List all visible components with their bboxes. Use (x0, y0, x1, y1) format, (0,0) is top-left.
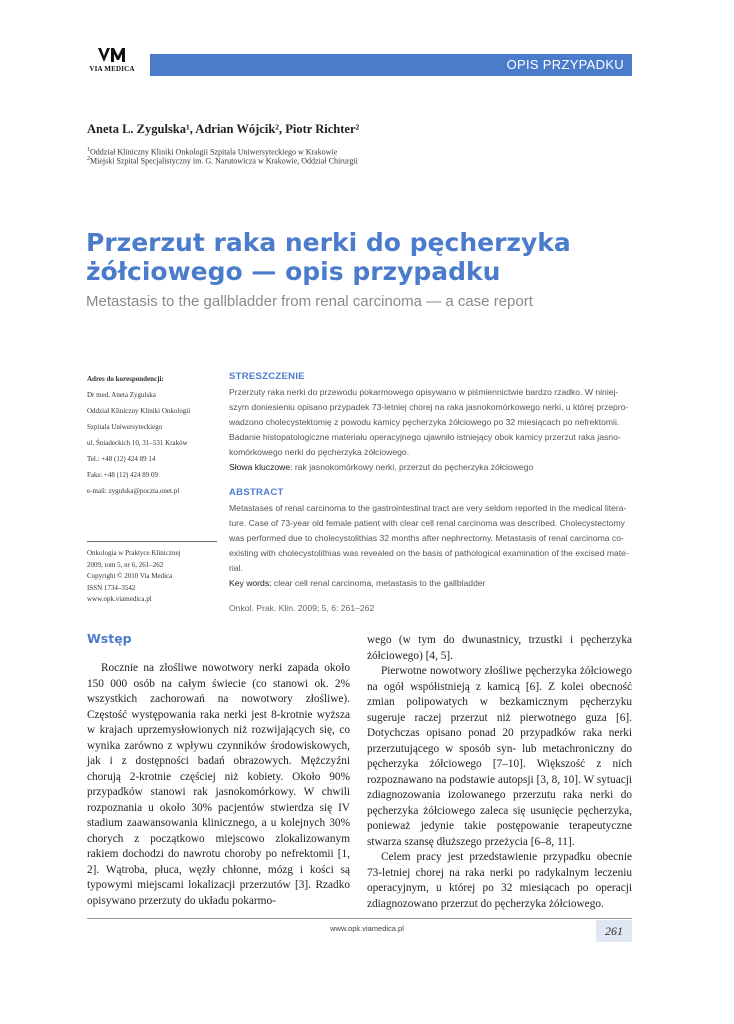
title-line-2: żółciowego — opis przypadku (86, 257, 501, 286)
body-paragraph: wego (w tym do dwunastnicy, trzustki i pęcherzyka żółciowego) [4, 5]. (367, 634, 632, 662)
footer-url: www.opk.viamedica.pl (330, 924, 404, 933)
correspondence-line: Tel.: +48 (12) 424 89 14 (87, 455, 156, 463)
abstract-block (229, 487, 634, 591)
citation: Onkol. Prak. Klin. 2009; 5, 6: 261–262 (229, 603, 375, 613)
affiliation-2: $^2$Miejski Szpital Specjalistyczny im. G. Narutowicza w Krakowie, Oddział Chirurgii (87, 156, 358, 166)
publisher-logo (86, 46, 138, 76)
body-paragraph: Celem pracy jest przedstawienie przypadku obecnie 73-letniej chorej na raka nerki po radykalnym leczeniu operacyjnym, u której po 32 miesiącach po operacji zdiagnozowano przerzut do pęcherzyka żółciowego. (367, 851, 632, 910)
correspondence-line: ul. Śniadeckich 10, 31–531 Kraków (87, 439, 188, 447)
correspondence-line: Szpitala Uniwersyteckiego (87, 423, 163, 431)
logo-text: VIA MEDICA (89, 65, 135, 73)
abstract-heading: ABSTRACT (229, 487, 284, 498)
body-column-right (367, 633, 632, 912)
correspondence-block (87, 371, 227, 499)
publication-line: 2009, tom 5, nr 6, 261–262 (87, 560, 164, 569)
publication-line: Copyright © 2010 Via Medica (87, 572, 173, 580)
body-paragraph: Rocznie na złośliwe nowotwory nerki zapada około 150 000 osób na całym świecie (co stanowi ok. 2% wszystkich zachorowań na nowotwory złośliwe). Częstość występowania raka nerki jest 8-krotnie wyższa w krajach uprzemysłowionych niż rozwijających się, co wynika zarówno z wpływu czynników środowiskowych, jak i z dostępności badań obrazowych. Mężczyźni chorują 2-krotnie częściej niż kobiety. Około 90% przypadków stanowi rak jasnokomórkowy. W chwili rozpoznania u około 30% pacjentów stwierdza się IV stadium zaawansowania klinicznego, a u kolejnych 30% chorych z początkowo miejscowo zlokalizowanym rakiem dochodzi do nawrotu choroby po nefrektomii [1, 2]. Wątroba, płuca, węzły chłonne, mózg i kości są typowymi miejscami lokalizacji przerzutów [3]. Rzadko opisywano przerzuty do układu pokarmo- (87, 662, 350, 907)
publication-line: ISSN 1734–3542 (87, 583, 136, 592)
abstract-text: Metastases of renal carcinoma to the gastrointestinal tract are very seldom reported in the medical litera- ture. Case of 73-year old female patient with clear cell renal carcinoma was described. Cholecystectomy was performed due to cholecystolithias 32 months after nephrectomy. Metastasis of renal carcinoma co- existing with cholecystolithias was revealed on the basis of pathological examination of the excised mate- rial. (229, 503, 629, 573)
publication-info (87, 541, 217, 606)
section-label: OPIS PRZYPADKU (506, 57, 624, 72)
section-heading-wstep: Wstęp (87, 631, 132, 646)
correspondence-line: Faks: +48 (12) 424 89 09 (87, 471, 159, 479)
streszczenie-text: Przerzuty raka nerki do przewodu pokarmowego opisywano w piśmiennictwie bardzo rzadko. W niniej- szym doniesieniu opisano przypadek 73-letniej chorej na raka jasnokomórkowego nerki, u której przepro- wadzono cholecystektomię z powodu kamicy pęcherzyka żółciowego po 32 miesiącach po nefrektomii. Badanie histopatologiczne materiału operacyjnego ujawniło istniejący obok kamicy przerzut raka jasno- komórkowego nerki do pęcherzyka żółciowego. (229, 387, 629, 457)
article-subtitle: Metastasis to the gallbladder from renal carcinoma — a case report (86, 293, 533, 310)
body-paragraph: Pierwotne nowotwory złośliwe pęcherzyka żółciowego na ogół współistnieją z kamicą [6]. Z kolei obecność zmian polipowatych w bezkamicznym pęcherzyku sugeruje raczej przerzut niż pierwotnego guza [6]. Dotychczas opisano ponad 20 przypadków raka nerki przerzutującego w sposób syn- lub metachroniczny do pęcherzyka żółciowego [7–10]. Większość z nich rozpoznawano na podstawie autopsji [3, 8, 10]. W sytuacji zdiagnozowania izolowanego przerzutu raka nerki do pęcherzyka żółciowego zaleca się usunięcie pęcherzyka, ponieważ jedynie takie postępowanie terapeutyczne stwarza szansę dłuższego przeżycia [6–8, 11]. (367, 665, 632, 848)
abstract-keywords: Key words: clear cell renal carcinoma, metastasis to the gallbladder (229, 578, 486, 588)
correspondence-line: Oddział Kliniczny Kliniki Onkologii (87, 407, 191, 415)
streszczenie-block (229, 371, 634, 475)
streszczenie-keywords: Słowa kluczowe: rak jasnokomórkowy nerki, przerzut do pęcherzyka żółciowego (229, 462, 534, 472)
publication-url: www.opk.viamedica.pl (87, 595, 152, 603)
affiliation-1: $^1$Oddział Kliniczny Kliniki Onkologii Szpitala Uniwersyteckiego w Krakowie (87, 147, 338, 157)
page-number: 261 (596, 920, 632, 942)
correspondence-line: Dr med. Aneta Zygulska (87, 391, 156, 399)
publication-line: Onkologia w Praktyce Klinicznej (87, 549, 181, 557)
correspondence-email: e-mail: zygulska@poczta.onet.pl (87, 487, 180, 495)
section-banner (150, 54, 632, 76)
body-column-left (87, 661, 350, 909)
streszczenie-heading: STRESZCZENIE (229, 371, 305, 382)
article-title (86, 228, 646, 286)
authors: Aneta L. Zygulska¹, Adrian Wójcik², Piotr Richter² (87, 122, 360, 136)
correspondence-heading: Adres do korespondencji: (87, 375, 164, 383)
footer-divider (87, 918, 632, 919)
via-medica-logo-icon (95, 46, 129, 64)
title-line-1: Przerzut raka nerki do pęcherzyka (86, 228, 571, 257)
